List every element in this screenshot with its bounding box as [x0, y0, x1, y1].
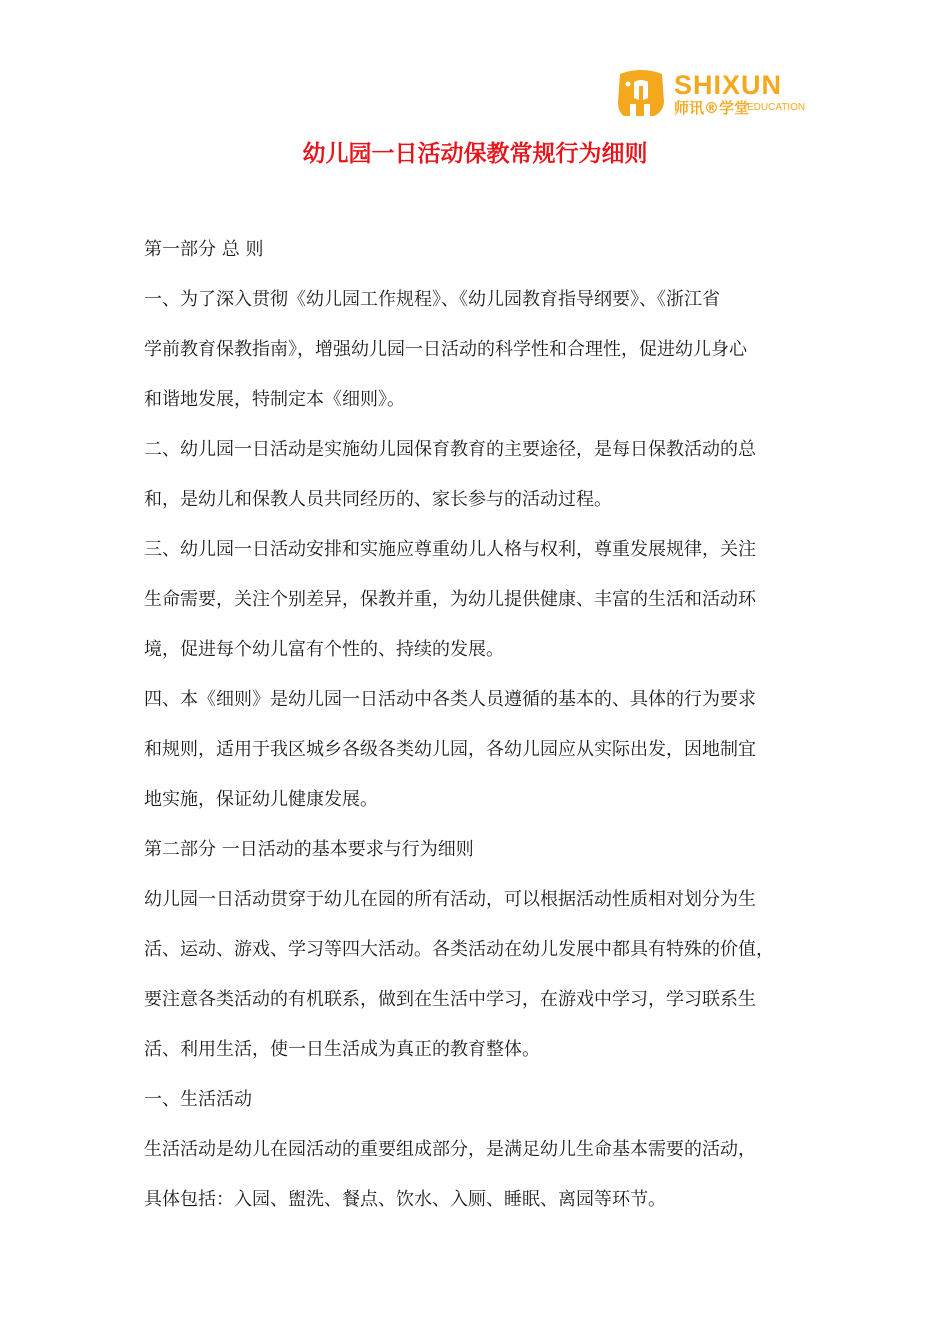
text-line: 和谐地发展，特制定本《细则》。: [144, 389, 405, 410]
logo-subtitle: EDUCATION: [747, 102, 806, 113]
logo-text-en: SHIXUN: [674, 70, 783, 100]
text-line: 地实施，保证幼儿健康发展。: [144, 789, 378, 810]
text-line: 幼儿园一日活动贯穿于幼儿在园的所有活动，可以根据活动性质相对划分为生: [144, 889, 756, 910]
text-line: 活、利用生活，使一日生活成为真正的教育整体。: [144, 1039, 540, 1060]
text-line: 二、幼儿园一日活动是实施幼儿园保育教育的主要途径，是每日保教活动的总: [144, 439, 756, 460]
text-line: 活、运动、游戏、学习等四大活动。各类活动在幼儿发展中都具有特殊的价值，: [144, 939, 774, 960]
text-line: 要注意各类活动的有机联系，做到在生活中学习，在游戏中学习，学习联系生: [144, 989, 756, 1010]
text-line: 四、本《细则》是幼儿园一日活动中各类人员遵循的基本的、具体的行为要求: [144, 689, 756, 710]
text-line: 和规则，适用于我区城乡各级各类幼儿园，各幼儿园应从实际出发，因地制宜: [144, 739, 756, 760]
document-title: 幼儿园一日活动保教常规行为细则: [302, 141, 648, 167]
text-line: 和，是幼儿和保教人员共同经历的、家长参与的活动过程。: [144, 489, 612, 510]
text-line: 一、为了深入贯彻《幼儿园工作规程》、《幼儿园教育指导纲要》、《浙江省: [144, 289, 720, 310]
text-line: 具体包括：入园、盥洗、餐点、饮水、入厕、睡眠、离园等环节。: [144, 1189, 666, 1210]
document-body: [144, 232, 824, 1232]
logo-text-cn: 师讯®学堂: [674, 99, 750, 117]
text-line: 生命需要，关注个别差异，保教并重，为幼儿提供健康、丰富的生活和活动环: [144, 589, 756, 610]
elephant-logo-icon: [610, 68, 672, 118]
text-line: 第一部分 总 则: [144, 239, 264, 260]
brand-logo: [610, 68, 810, 120]
text-line: 第二部分 一日活动的基本要求与行为细则: [144, 839, 474, 860]
text-line: 境，促进每个幼儿富有个性的、持续的发展。: [144, 639, 504, 660]
text-line: 一、生活活动: [144, 1089, 252, 1110]
text-line: 生活活动是幼儿在园活动的重要组成部分，是满足幼儿生命基本需要的活动，: [144, 1139, 756, 1160]
text-line: 学前教育保教指南》，增强幼儿园一日活动的科学性和合理性，促进幼儿身心: [144, 339, 747, 360]
text-line: 三、幼儿园一日活动安排和实施应尊重幼儿人格与权利，尊重发展规律，关注: [144, 539, 756, 560]
